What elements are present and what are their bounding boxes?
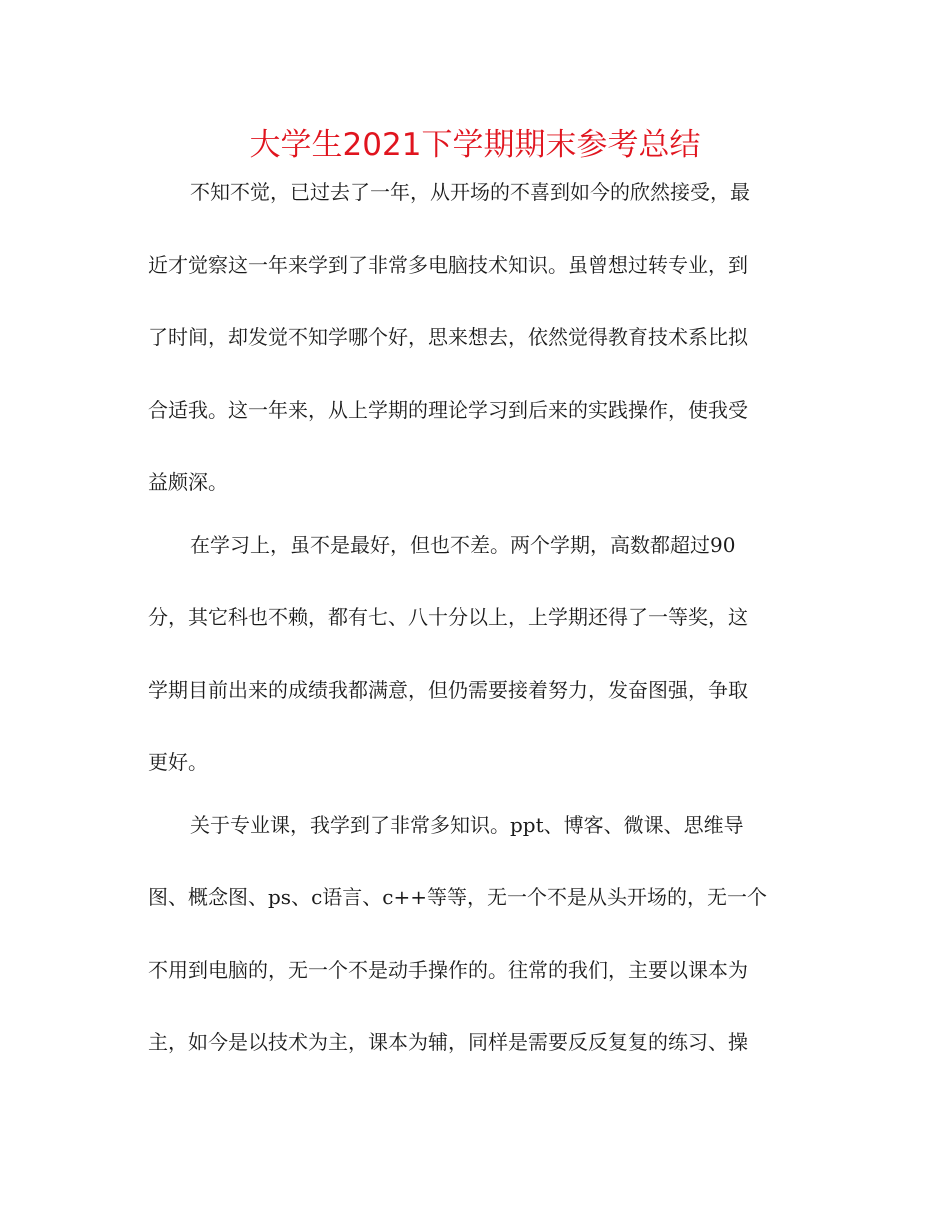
paragraph-2-line-3: 学期目前出来的成绩我都满意，但仍需要接着努力，发奋图强，争取 [148,678,748,702]
paragraph-2-line-4: 更好。 [148,750,208,774]
paragraph-3-line-3: 不用到电脑的，无一个不是动手操作的。往常的我们，主要以课本为 [148,958,748,982]
paragraph-1-line-4: 合适我。这一年来，从上学期的理论学习到后来的实践操作，使我受 [148,398,748,422]
paragraph-1-line-3: 了时间，却发觉不知学哪个好，思来想去，依然觉得教育技术系比拟 [148,325,748,349]
paragraph-2-line-2: 分，其它科也不赖，都有七、八十分以上，上学期还得了一等奖，这 [148,605,748,629]
paragraph-3-line-2: 图、概念图、ps、c语言、c++等等，无一个不是从头开场的，无一个 [148,885,767,909]
paragraph-2-line-1: 在学习上，虽不是最好，但也不差。两个学期，高数都超过90 [190,533,736,557]
paragraph-1-line-2: 近才觉察这一年来学到了非常多电脑技术知识。虽曾想过转专业，到 [148,253,748,277]
document-title: 大学生2021下学期期末参考总结 [249,127,701,163]
paragraph-1-line-1: 不知不觉，已过去了一年，从开场的不喜到如今的欣然接受，最 [190,180,750,204]
paragraph-3-line-4: 主，如今是以技术为主，课本为辅，同样是需要反反复复的练习、操 [148,1030,748,1054]
paragraph-3-line-1: 关于专业课，我学到了非常多知识。ppt、博客、微课、思维导 [190,813,744,837]
paragraph-1-line-5: 益颇深。 [148,470,228,494]
